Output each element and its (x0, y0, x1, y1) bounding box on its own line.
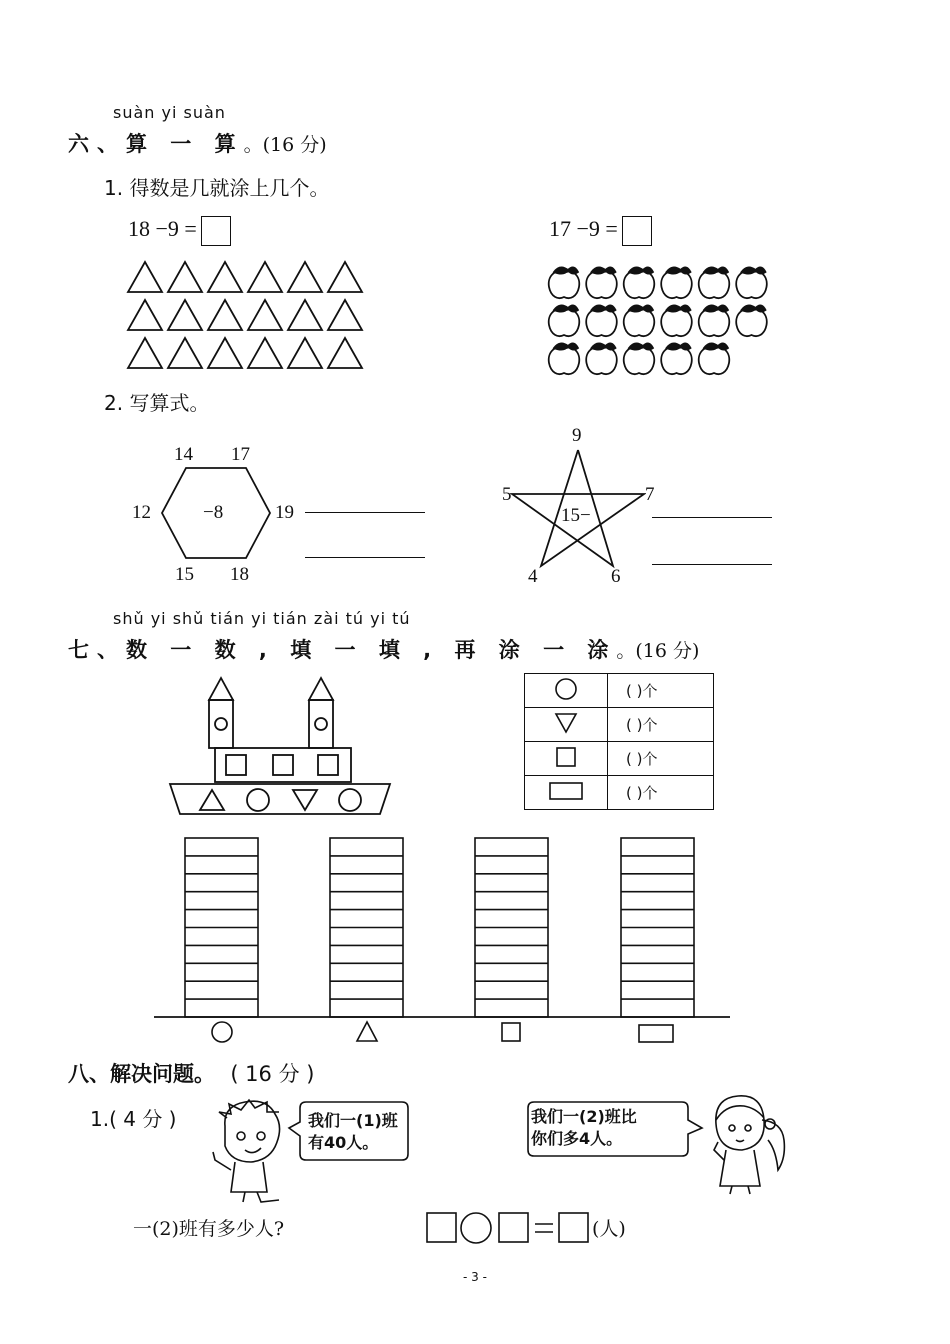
section8-title-text: 八、解决问题。 (68, 1062, 215, 1086)
answer-equation (425, 1208, 595, 1248)
section8-q1-label: 1.( 4 分 ) (90, 1107, 177, 1131)
q1-right-expr-text: 17 −9 = (549, 216, 618, 242)
hex-answer-line-2[interactable] (305, 557, 425, 558)
apple-icon[interactable] (661, 343, 692, 374)
count-column (475, 838, 548, 1017)
apple-icon[interactable] (549, 305, 580, 336)
column-square-icon (502, 1023, 520, 1041)
hex-center: −8 (203, 502, 224, 523)
section6-score: 。(16 分) (243, 134, 327, 156)
star-right: 7 (645, 484, 655, 505)
section6-pinyin: suàn yi suàn (113, 103, 226, 122)
rectangle-cell (525, 776, 608, 810)
girl-speech-line-2: 你们多4人。 (531, 1129, 623, 1148)
answer-unit: (人) (592, 1218, 626, 1240)
boy-illustration (205, 1096, 297, 1204)
triangle-icon[interactable] (168, 300, 202, 330)
star-center: 15− (561, 505, 591, 526)
rectangle-icon (548, 781, 584, 801)
answer-box-1[interactable] (427, 1213, 456, 1242)
boy-speech-line-1: 我们一(1)班 (308, 1111, 398, 1130)
q1-question: 一(2)班有多少人? (133, 1218, 285, 1240)
square-count[interactable]: ( )个 (608, 742, 714, 776)
circle-icon (554, 677, 578, 701)
apple-icon[interactable] (699, 267, 730, 298)
column-circle-icon (212, 1022, 232, 1042)
page-number: - 3 - (463, 1270, 487, 1284)
triangle-count[interactable]: ( )个 (608, 708, 714, 742)
section8-title (68, 1058, 314, 1088)
answer-box-result[interactable] (559, 1213, 588, 1242)
apple-icon[interactable] (661, 305, 692, 336)
triangle-icon[interactable] (288, 262, 322, 292)
hex-answer-line-1[interactable] (305, 512, 425, 513)
apple-icon[interactable] (699, 305, 730, 336)
section7-title (68, 634, 699, 664)
q1-left-expr-text: 18 −9 = (128, 216, 197, 242)
section6-title (68, 128, 327, 158)
apple-grid (544, 260, 774, 380)
star-top: 9 (572, 425, 582, 446)
apple-icon[interactable] (624, 267, 655, 298)
triangle-icon[interactable] (128, 300, 162, 330)
count-column (330, 838, 403, 1017)
triangle-icon[interactable] (128, 338, 162, 368)
hex-top-right: 17 (231, 444, 250, 465)
triangle-grid (124, 258, 364, 378)
apple-icon[interactable] (586, 343, 617, 374)
rectangle-count[interactable]: ( )个 (608, 776, 714, 810)
table-row (525, 708, 714, 742)
girl-illustration (698, 1090, 792, 1198)
square-cell (525, 742, 608, 776)
apple-icon[interactable] (586, 267, 617, 298)
star-left: 5 (502, 484, 512, 505)
count-column (621, 838, 694, 1017)
shape-count-table (524, 673, 714, 810)
triangle-icon[interactable] (168, 338, 202, 368)
circle-cell (525, 674, 608, 708)
star-answer-line-1[interactable] (652, 517, 772, 518)
table-row (525, 742, 714, 776)
count-column (185, 838, 258, 1017)
star-answer-line-2[interactable] (652, 564, 772, 565)
triangle-icon[interactable] (288, 300, 322, 330)
triangle-icon[interactable] (288, 338, 322, 368)
q1-right-answer-box[interactable] (622, 216, 652, 246)
girl-speech-line-1: 我们一(2)班比 (531, 1107, 637, 1126)
apple-icon[interactable] (699, 343, 730, 374)
hex-right: 19 (275, 502, 294, 523)
triangle-icon[interactable] (168, 262, 202, 292)
section6-q2-label: 2. 写算式。 (104, 391, 210, 415)
apple-icon[interactable] (549, 343, 580, 374)
apple-icon[interactable] (736, 305, 767, 336)
girl-speech-text (531, 1106, 637, 1150)
triangle-icon[interactable] (208, 262, 242, 292)
star-bottom-right: 6 (611, 566, 621, 587)
q1-left-expression (128, 216, 231, 246)
apple-icon[interactable] (736, 267, 767, 298)
hex-left: 12 (132, 502, 151, 523)
table-row (525, 776, 714, 810)
hex-bottom-right: 18 (230, 564, 249, 585)
triangle-icon[interactable] (248, 262, 282, 292)
apple-icon[interactable] (661, 267, 692, 298)
hex-top-left: 14 (174, 444, 193, 465)
ship-figure (168, 676, 394, 820)
apple-icon[interactable] (624, 343, 655, 374)
square-icon (555, 746, 577, 768)
q1-right-expression (549, 216, 652, 246)
column-rectangle-icon (639, 1025, 673, 1042)
section7-title-text: 七、数 一 数 , 填 一 填 , 再 涂 一 涂 (68, 638, 617, 662)
triangle-icon[interactable] (248, 300, 282, 330)
triangle-icon[interactable] (328, 300, 362, 330)
q1-left-answer-box[interactable] (201, 216, 231, 246)
triangle-icon[interactable] (328, 338, 362, 368)
section8-score: ( 16 分 ) (230, 1062, 315, 1086)
boy-speech-line-2: 有40人。 (308, 1133, 379, 1152)
triangle-icon[interactable] (248, 338, 282, 368)
answer-operator-circle[interactable] (461, 1213, 491, 1243)
answer-box-2[interactable] (499, 1213, 528, 1242)
section6-q1-label: 1. 得数是几就涂上几个。 (104, 176, 330, 200)
triangle-icon[interactable] (328, 262, 362, 292)
circle-count[interactable]: ( )个 (608, 674, 714, 708)
boy-speech-text (308, 1110, 398, 1154)
apple-icon[interactable] (549, 267, 580, 298)
triangle-cell (525, 708, 608, 742)
section6-title-text: 六、算 一 算 (68, 132, 244, 156)
triangle-icon[interactable] (208, 338, 242, 368)
apple-icon[interactable] (624, 305, 655, 336)
column-triangle-icon (357, 1022, 377, 1041)
triangle-icon[interactable] (208, 300, 242, 330)
section7-score: 。(16 分) (616, 640, 700, 662)
table-row (525, 674, 714, 708)
triangle-down-icon (554, 712, 578, 734)
star-bottom-left: 4 (528, 566, 538, 587)
hex-bottom-left: 15 (175, 564, 194, 585)
apple-icon[interactable] (586, 305, 617, 336)
triangle-icon[interactable] (128, 262, 162, 292)
shape-bar-graph (150, 836, 740, 1046)
section7-pinyin: shǔ yi shǔ tián yi tián zài tú yi tú (113, 609, 411, 628)
